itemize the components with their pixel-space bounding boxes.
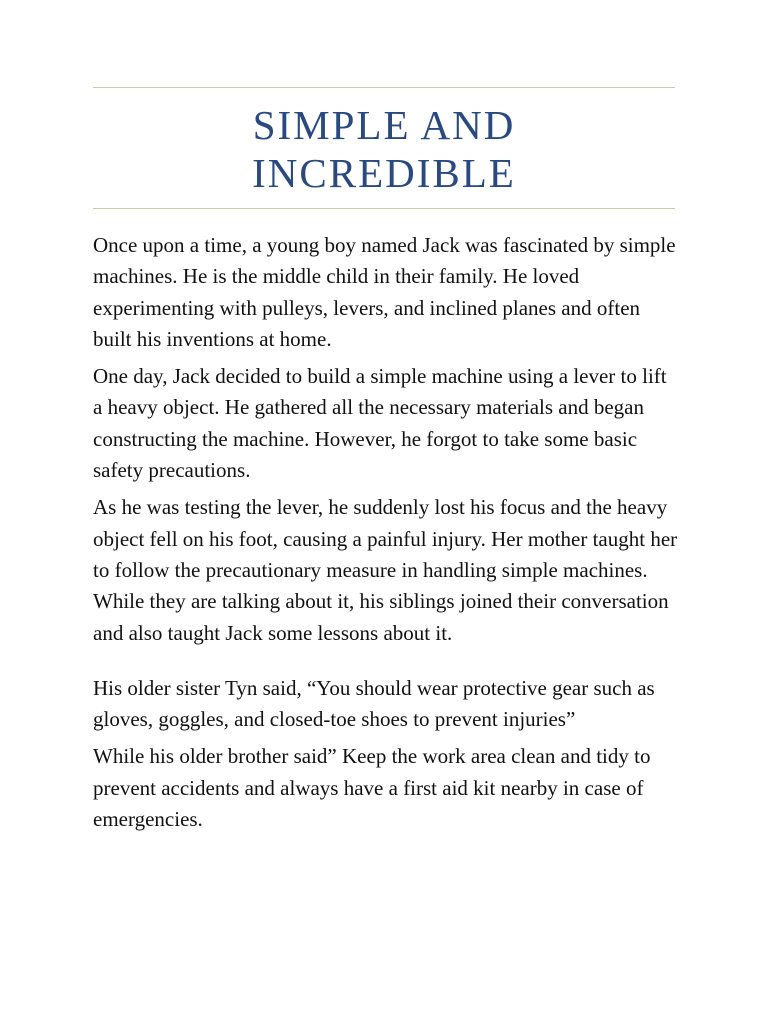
paragraph-sister-advice: His older sister Tyn said, “You should wear protective gear such as gloves, goggles, and closed-toe shoes to prevent injuries” xyxy=(93,675,655,732)
paragraph-intro: Once upon a time, a young boy named Jack was fascinated by simple machines. He is the middle child in their family. He loved experimenting with pulleys, levers, and inclined planes and often built his inventions at home. xyxy=(93,233,676,351)
title-bottom-rule xyxy=(93,208,675,209)
page-title xyxy=(93,101,675,197)
story-body xyxy=(93,230,678,841)
title-line-1: SIMPLE AND xyxy=(252,102,516,148)
title-top-rule xyxy=(93,87,675,88)
title-line-2: INCREDIBLE xyxy=(252,150,516,196)
paragraph-injury: As he was testing the lever, he suddenly lost his focus and the heavy object fell on his foot, causing a painful injury. Her mother taught her to follow the precautionary measure in handling simple machines. While they are talking about it, his siblings joined their conversation and also taught Jack some lessons about it. xyxy=(93,495,678,645)
paragraph-brother-advice: While his older brother said” Keep the work area clean and tidy to prevent accidents and always have a first aid kit nearby in case of emergencies. xyxy=(93,744,651,832)
paragraph-lever: One day, Jack decided to build a simple machine using a lever to lift a heavy object. He gathered all the necessary materials and began constructing the machine. However, he forgot to take some basic safety precautions. xyxy=(93,364,667,483)
